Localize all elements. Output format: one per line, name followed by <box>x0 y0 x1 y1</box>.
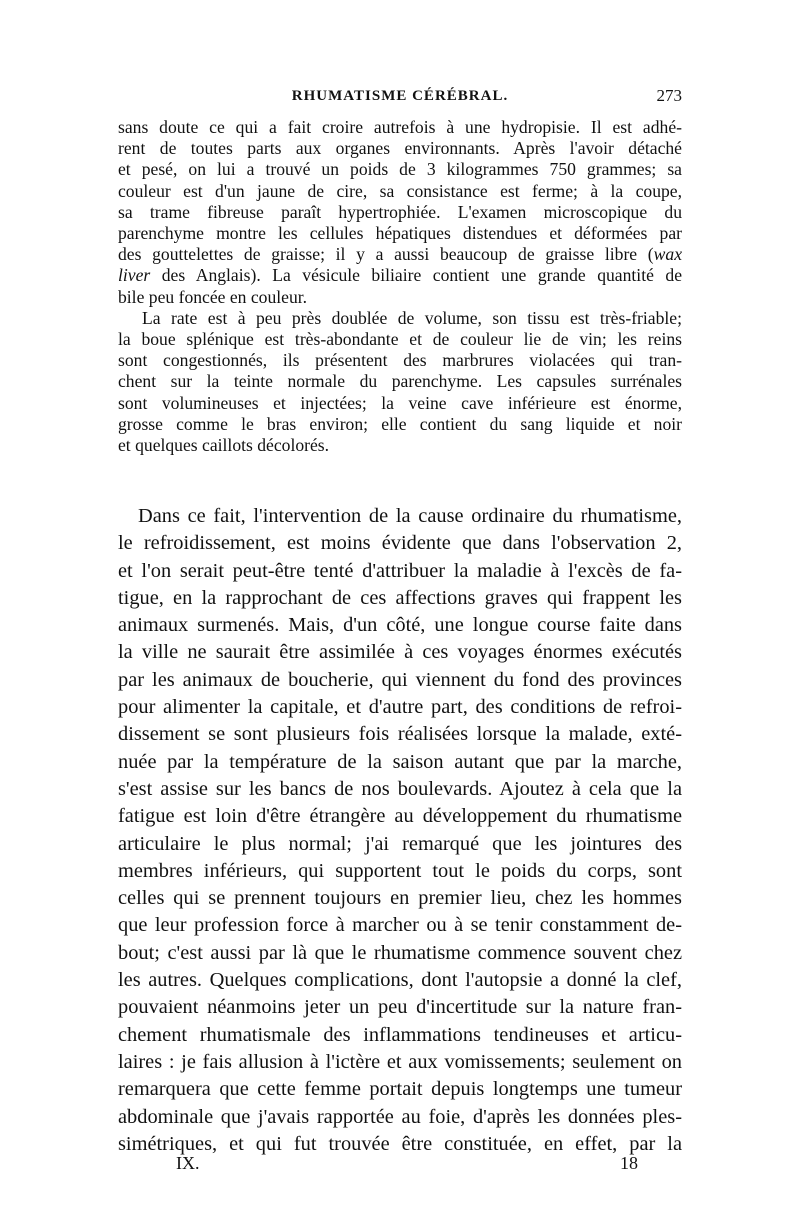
signature-mark: IX. <box>176 1153 200 1173</box>
discussion-paragraph <box>118 530 682 1158</box>
text-line: La rate est à peu près doublée de volume, son tissu est très-friable; <box>142 307 682 328</box>
text-line: Dans ce fait, l'intervention de la cause ordinaire du rhumatisme, <box>138 505 682 527</box>
text-line: laires : je fais allusion à l'ictère et aux vomissements; seulement on <box>118 1050 682 1073</box>
italic-term: wax <box>653 244 682 265</box>
text-line: grosse comme le bras environ; elle contient du sang liquide et noir <box>118 413 682 434</box>
text-line: abdominale que j'avais rapportée au foie, d'après les données ples- <box>118 1105 682 1128</box>
text-line: pouvaient néanmoins jeter un peu d'incertitude sur la nature fran- <box>118 996 682 1019</box>
page-number: 273 <box>656 86 682 105</box>
text-line: tigue, en la rapprochant de ces affections graves qui frappent les <box>118 586 682 609</box>
text-line: chent sur la teinte normale du parenchyme. Les capsules surrénales <box>118 371 682 392</box>
running-title: RHUMATISME CÉRÉBRAL. <box>291 88 509 104</box>
text-line: bile peu foncée en couleur. <box>118 286 308 307</box>
text-line: pour alimenter la capitale, et d'autre part, des conditions de refroi- <box>118 696 682 719</box>
text-line: le refroidissement, est moins évidente que dans l'observation 2, <box>118 532 682 555</box>
text-line: remarquera que cette femme portait depuis longtemps une tumeur <box>118 1078 682 1101</box>
text-line: chement rhumatismale des inflammations tendineuses et articu- <box>118 1023 682 1046</box>
text-line: celles qui se prennent toujours en premier lieu, chez les hommes <box>118 887 682 910</box>
text-line: nuée par la température de la saison autant que par la marche, <box>118 750 682 773</box>
paragraph-spleen <box>118 308 682 329</box>
page-header <box>118 86 682 114</box>
text-line: sans doute ce qui a fait croire autrefois à une hydropisie. Il est adhé- <box>118 117 682 137</box>
text-line: les autres. Quelques complications, dont l'autopsie a donné la clef, <box>118 969 682 992</box>
text-line: sont congestionnés, ils présentent des marbrures violacées qui tran- <box>118 350 682 371</box>
text-line: animaux surmenés. Mais, d'un côté, une longue course faite dans <box>118 614 682 637</box>
text-line: par les animaux de boucherie, qui viennent du fond des provinces <box>118 668 682 691</box>
paragraph-spleen-body <box>118 329 682 435</box>
paragraph-spleen-end <box>118 435 682 456</box>
text-line <box>118 244 682 265</box>
text-line: sont volumineuses et injectées; la veine cave inférieure est énorme, <box>118 392 682 413</box>
discussion-text <box>118 503 682 1158</box>
text-line <box>118 265 682 286</box>
text-line: bout; c'est aussi par là que le rhumatisme commence souvent chez <box>118 941 682 964</box>
text-line: simétriques, et qui fut trouvée être constituée, en effet, par la <box>118 1132 682 1155</box>
text-line: sa trame fibreuse paraît hypertrophiée. L'examen microscopique du <box>118 201 682 222</box>
text-line: et pesé, on lui a trouvé un poids de 3 kilogrammes 750 grammes; sa <box>118 159 682 180</box>
text-line: s'est assise sur les bancs de nos boulevards. Ajoutez à cela que la <box>118 777 682 800</box>
text-line: articulaire le plus normal; j'ai remarqué que les jointures des <box>118 832 682 855</box>
discussion-first-line <box>118 503 682 530</box>
case-description <box>118 117 682 456</box>
text-line: la ville ne saurait être assimilée à ces voyages énormes exécutés <box>118 641 682 664</box>
text-line: parenchyme montre les cellules hépatiques distendues et déformées par <box>118 223 682 244</box>
folio-number: 18 <box>620 1153 638 1173</box>
text-line: dissement se sont plusieurs fois réalisées lorsque la malade, exté- <box>118 723 682 746</box>
text-line: rent de toutes parts aux organes environnants. Après l'avoir détaché <box>118 138 682 159</box>
text-line: et quelques caillots décolorés. <box>118 435 330 456</box>
paragraph-liver-end <box>118 287 682 308</box>
italic-term: liver <box>118 265 151 286</box>
text-line: que leur profession force à marcher ou à se tenir constamment de- <box>118 914 682 937</box>
text-fragment: des Anglais). La vésicule biliaire contient une grande quantité de <box>150 265 682 286</box>
text-line: couleur est d'un jaune de cire, sa consistance est ferme; à la coupe, <box>118 180 682 201</box>
page-footer <box>118 1153 682 1179</box>
text-fragment: des gouttelettes de graisse; il y a aussi beaucoup de graisse libre ( <box>118 244 654 265</box>
text-line: la boue splénique est très-abondante et de couleur lie de vin; les reins <box>118 329 682 350</box>
paragraph-liver <box>118 117 682 287</box>
text-line: et l'on serait peut-être tenté d'attribuer la maladie à l'excès de fa- <box>118 559 682 582</box>
text-line: fatigue est loin d'être étrangère au développement du rhumatisme <box>118 805 682 828</box>
text-line: membres inférieurs, qui supportent tout le poids du corps, sont <box>118 859 682 882</box>
